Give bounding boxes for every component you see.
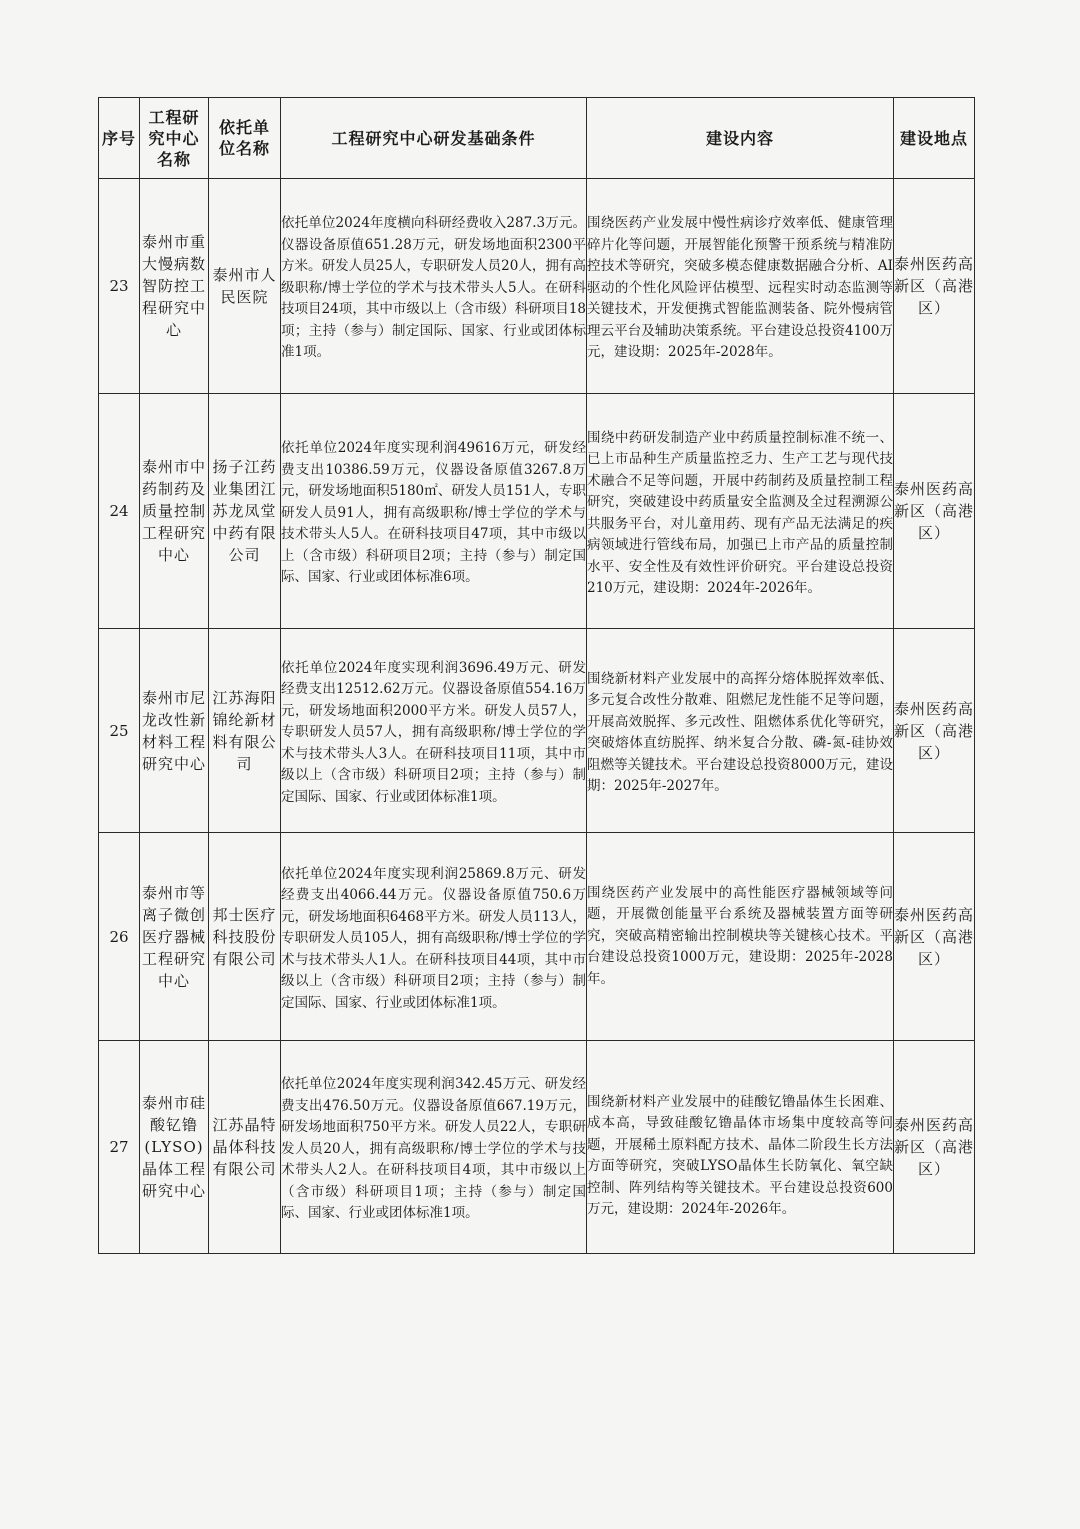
center-name: 泰州市尼龙改性新材料工程研究中心 [140,629,209,833]
rd-basis: 依托单位2024年度实现利润3696.49万元、研发经费支出12512.62万元。仪器设备原值554.16万元，研发场地面积2000平方米。研发人员57人，专职研发人员57人，拥有高级职称/博士学位的学术与技术带头人3人。在研科技项目11项，其中市级以上（含市级）科研项目2项；主持（参与）制定国际、国家、行业或团体标准1项。 [281,659,586,805]
header-basis: 工程研究中心研发基础条件 [281,98,587,179]
table-row [99,1041,975,1254]
construction-content-cell [587,629,894,833]
rd-basis-cell [281,629,587,833]
table-row [99,833,975,1041]
location: 泰州医药高新区（高港区） [894,629,975,833]
host-org: 邦士医疗科技股份有限公司 [209,833,281,1041]
construction-content: 围绕中药研发制造产业中药质量控制标准不统一、已上市品种生产质量监控乏力、生产工艺与现代技术融合不足等问题，开展中药制药及质量控制工程研究，突破建设中药质量安全监测及全过程溯源公共服务平台，对儿童用药、现有产品无法满足的疾病领域进行管线布局，加强已上市产品的质量控制水平、安全性及有效性评价研究。平台建设总投资210万元，建设期：2024年-2026年。 [587,429,893,596]
construction-content-cell [587,394,894,629]
header-org: 依托单位名称 [209,98,281,179]
table-header-row [99,98,975,179]
rd-basis-cell [281,179,587,394]
header-index: 序号 [99,98,140,179]
row-index: 26 [99,833,140,1041]
construction-content-cell [587,1041,894,1254]
header-location: 建设地点 [894,98,975,179]
host-org: 江苏海阳锦纶新材料有限公司 [209,629,281,833]
center-name: 泰州市等离子微创医疗器械工程研究中心 [140,833,209,1041]
location: 泰州医药高新区（高港区） [894,833,975,1041]
construction-content: 围绕新材料产业发展中的硅酸钇镥晶体生长困难、成本高，导致硅酸钇镥晶体市场集中度较高等问题，开展稀土原料配方技术、晶体二阶段生长方法方面等研究，突破LYSO晶体生长防氧化、氧空缺控制、阵列结构等关键技术。平台建设总投资600万元，建设期：2024年-2026年。 [587,1093,893,1217]
construction-content: 围绕医药产业发展中慢性病诊疗效率低、健康管理碎片化等问题，开展智能化预警干预系统与精准防控技术等研究，突破多模态健康数据融合分析、AI驱动的个性化风险评估模型、远程实时动态监测等关键技术，开发便携式智能监测装备、院外慢病管理云平台及辅助决策系统。平台建设总投资4100万元，建设期：2025年-2028年。 [587,215,893,361]
rd-basis: 依托单位2024年度实现利润49616万元，研发经费支出10386.59万元，仪器设备原值3267.8万元，研发场地面积5180㎡、研发人员151人，专职研发人员91人，拥有高级职称/博士学位的学术与技术带头人5人。在研科技项目47项，其中市级以上（含市级）科研项目2项；主持（参与）制定国际、国家、行业或团体标准6项。 [281,440,586,586]
rd-basis: 依托单位2024年度横向科研经费收入287.3万元。仪器设备原值651.28万元，研发场地面积2300平方米。研发人员25人，专职研发人员20人，拥有高级职称/博士学位的学术与技术带头人5人。在研科技项目24项，其中市级以上（含市级）科研项目18项；主持（参与）制定国际、国家、行业或团体标准1项。 [281,215,586,361]
host-org: 泰州市人民医院 [209,179,281,394]
construction-content: 围绕医药产业发展中的高性能医疗器械领域等问题，开展微创能量平台系统及器械装置方面等研究，突破高精密输出控制模块等关键核心技术。平台建设总投资1000万元，建设期：2025年-2028年。 [587,884,893,987]
construction-content: 围绕新材料产业发展中的高挥分熔体脱挥效率低、多元复合改性分散难、阻燃尼龙性能不足等问题，开展高效脱挥、多元改性、阻燃体系优化等研究，突破熔体直纺脱挥、纳米复合分散、磷-氮-硅协效阻燃等关键技术。平台建设总投资8000万元，建设期：2025年-2027年。 [587,670,893,794]
center-name: 泰州市重大慢病数智防控工程研究中心 [140,179,209,394]
header-name: 工程研究中心名称 [140,98,209,179]
table-row [99,629,975,833]
construction-content-cell [587,179,894,394]
location: 泰州医药高新区（高港区） [894,1041,975,1254]
rd-basis: 依托单位2024年度实现利润342.45万元、研发经费支出476.50万元。仪器设备原值667.19万元，研发场地面积750平方米。研发人员22人，专职研发人员20人，拥有高级职称/博士学位的学术与技术带头人2人。在研科技项目4项，其中市级以上（含市级）科研项目1项；主持（参与）制定国际、国家、行业或团体标准1项。 [281,1076,586,1222]
rd-basis-cell [281,394,587,629]
construction-content-cell [587,833,894,1041]
row-index: 23 [99,179,140,394]
center-name: 泰州市硅酸钇镥(LYSO)晶体工程研究中心 [140,1041,209,1254]
rd-basis-cell [281,1041,587,1254]
host-org: 扬子江药业集团江苏龙凤堂中药有限公司 [209,394,281,629]
rd-basis: 依托单位2024年度实现利润25869.8万元、研发经费支出4066.44万元。仪器设备原值750.6万元，研发场地面积6468平方米。研发人员113人，专职研发人员105人，拥有高级职称/博士学位的学术与技术带头人1人。在研科技项目44项，其中市级以上（含市级）科研项目2项；主持（参与）制定国际、国家、行业或团体标准1项。 [281,865,586,1011]
header-content: 建设内容 [587,98,894,179]
location: 泰州医药高新区（高港区） [894,394,975,629]
research-center-table [98,97,975,1254]
host-org: 江苏晶特晶体科技有限公司 [209,1041,281,1254]
center-name: 泰州市中药制药及质量控制工程研究中心 [140,394,209,629]
table-row [99,394,975,629]
rd-basis-cell [281,833,587,1041]
row-index: 25 [99,629,140,833]
row-index: 27 [99,1041,140,1254]
location: 泰州医药高新区（高港区） [894,179,975,394]
row-index: 24 [99,394,140,629]
table-row [99,179,975,394]
